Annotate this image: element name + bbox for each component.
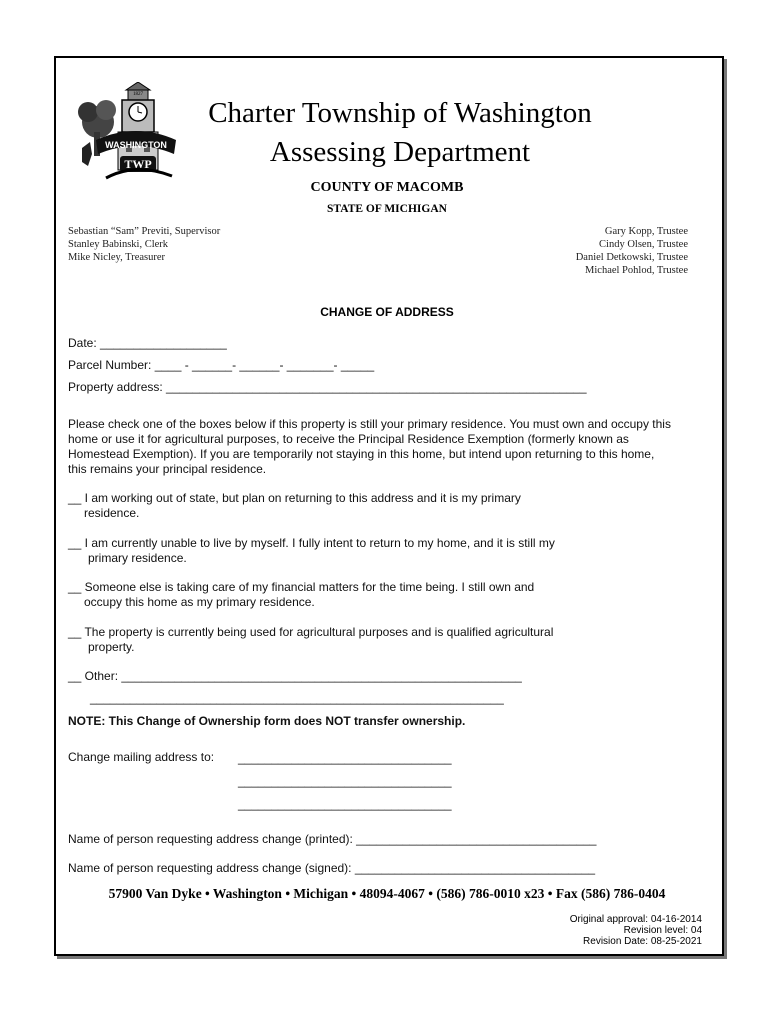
option-text: __ The property is currently being used for agricultural purposes and is qualified agricultural (68, 625, 554, 639)
official-treasurer: Mike Nicley, Treasurer (68, 252, 166, 263)
revision-info (570, 914, 702, 947)
option-text-cont: property. (88, 640, 135, 654)
option-text-cont: primary residence. (88, 551, 187, 565)
instructions-line: home or use it for agricultural purposes, to receive the Principal Residence Exemption (formerly known as (68, 432, 629, 446)
logo-year-text: 1827 (133, 92, 143, 97)
option-out-of-state[interactable] (68, 491, 521, 521)
official-trustee-1: Gary Kopp, Trustee (604, 226, 688, 237)
option-other[interactable]: __ Other: ____________________________________________________________ (68, 669, 522, 683)
official-trustee-2: Cindy Olsen, Trustee (599, 239, 688, 250)
option-text: __ Someone else is taking care of my financial matters for the time being. I still own and (68, 580, 535, 594)
date-field[interactable]: Date: ___________________ (68, 336, 227, 350)
official-clerk: Stanley Babinski, Clerk (68, 239, 169, 250)
option-agricultural[interactable] (68, 625, 553, 655)
revision-date: Revision Date: 08-25-2021 (583, 936, 702, 947)
original-approval: Original approval: 04-16-2014 (569, 914, 702, 925)
instructions-line: this remains your principal residence. (68, 462, 267, 476)
signed-name-field[interactable]: Name of person requesting address change (signed): ____________________________________ (68, 861, 596, 875)
property-address-field[interactable]: Property address: _______________________________________________________________ (68, 380, 587, 394)
title-department: Assessing Department (269, 136, 531, 168)
officials-left (68, 225, 220, 264)
officials-right (576, 225, 688, 277)
option-text-cont: occupy this home as my primary residence. (84, 595, 315, 609)
county-line: COUNTY OF MACOMB (310, 180, 464, 195)
other-continuation-line[interactable]: ______________________________________________________________ (90, 691, 504, 705)
instructions-line: Homestead Exemption). If you are temporarily not staying in this home, but intend upon returning to this home, (68, 447, 655, 461)
option-text: __ I am working out of state, but plan on returning to this address and it is my primary (68, 491, 521, 505)
option-text: __ I am currently unable to live by myself. I fully intent to return to my home, and it is still my (68, 536, 555, 550)
title-township: Charter Township of Washington (208, 97, 592, 129)
parcel-number-field[interactable]: Parcel Number: ____ - ______- ______- _______- _____ (68, 358, 375, 372)
printed-name-field[interactable]: Name of person requesting address change (printed): ____________________________________ (68, 832, 597, 846)
mailing-address-line-1[interactable]: ________________________________ (238, 751, 452, 765)
footer-address: 57900 Van Dyke • Washington • Michigan • 48094-4067 • (586) 786-0010 x23 • Fax (586) 786-0404 (108, 886, 666, 901)
logo-name-text: WASHINGTON (105, 140, 167, 150)
township-seal-logo (76, 82, 180, 182)
mailing-address-line-2[interactable]: ________________________________ (238, 774, 452, 788)
option-text-cont: residence. (84, 506, 140, 520)
form-heading: CHANGE OF ADDRESS (320, 305, 454, 319)
instructions-paragraph (68, 417, 708, 477)
official-trustee-4: Michael Pohlod, Trustee (585, 265, 688, 276)
option-unable-to-live[interactable] (68, 536, 555, 566)
state-line: STATE OF MICHIGAN (327, 203, 447, 215)
official-trustee-3: Daniel Detkowski, Trustee (575, 252, 688, 263)
mailing-address-line-3[interactable]: ________________________________ (238, 797, 452, 811)
mailing-address-label: Change mailing address to: (68, 750, 215, 764)
logo-twp-text: TWP (124, 157, 152, 171)
ownership-note: NOTE: This Change of Ownership form does NOT transfer ownership. (68, 714, 466, 728)
revision-level: Revision level: 04 (623, 925, 702, 936)
official-supervisor: Sebastian “Sam” Previti, Supervisor (68, 226, 221, 237)
michigan-outline-icon (82, 142, 92, 166)
option-financial-matters[interactable] (68, 580, 534, 610)
instructions-line: Please check one of the boxes below if this property is still your primary residence. You must own and occupy this (68, 417, 671, 431)
